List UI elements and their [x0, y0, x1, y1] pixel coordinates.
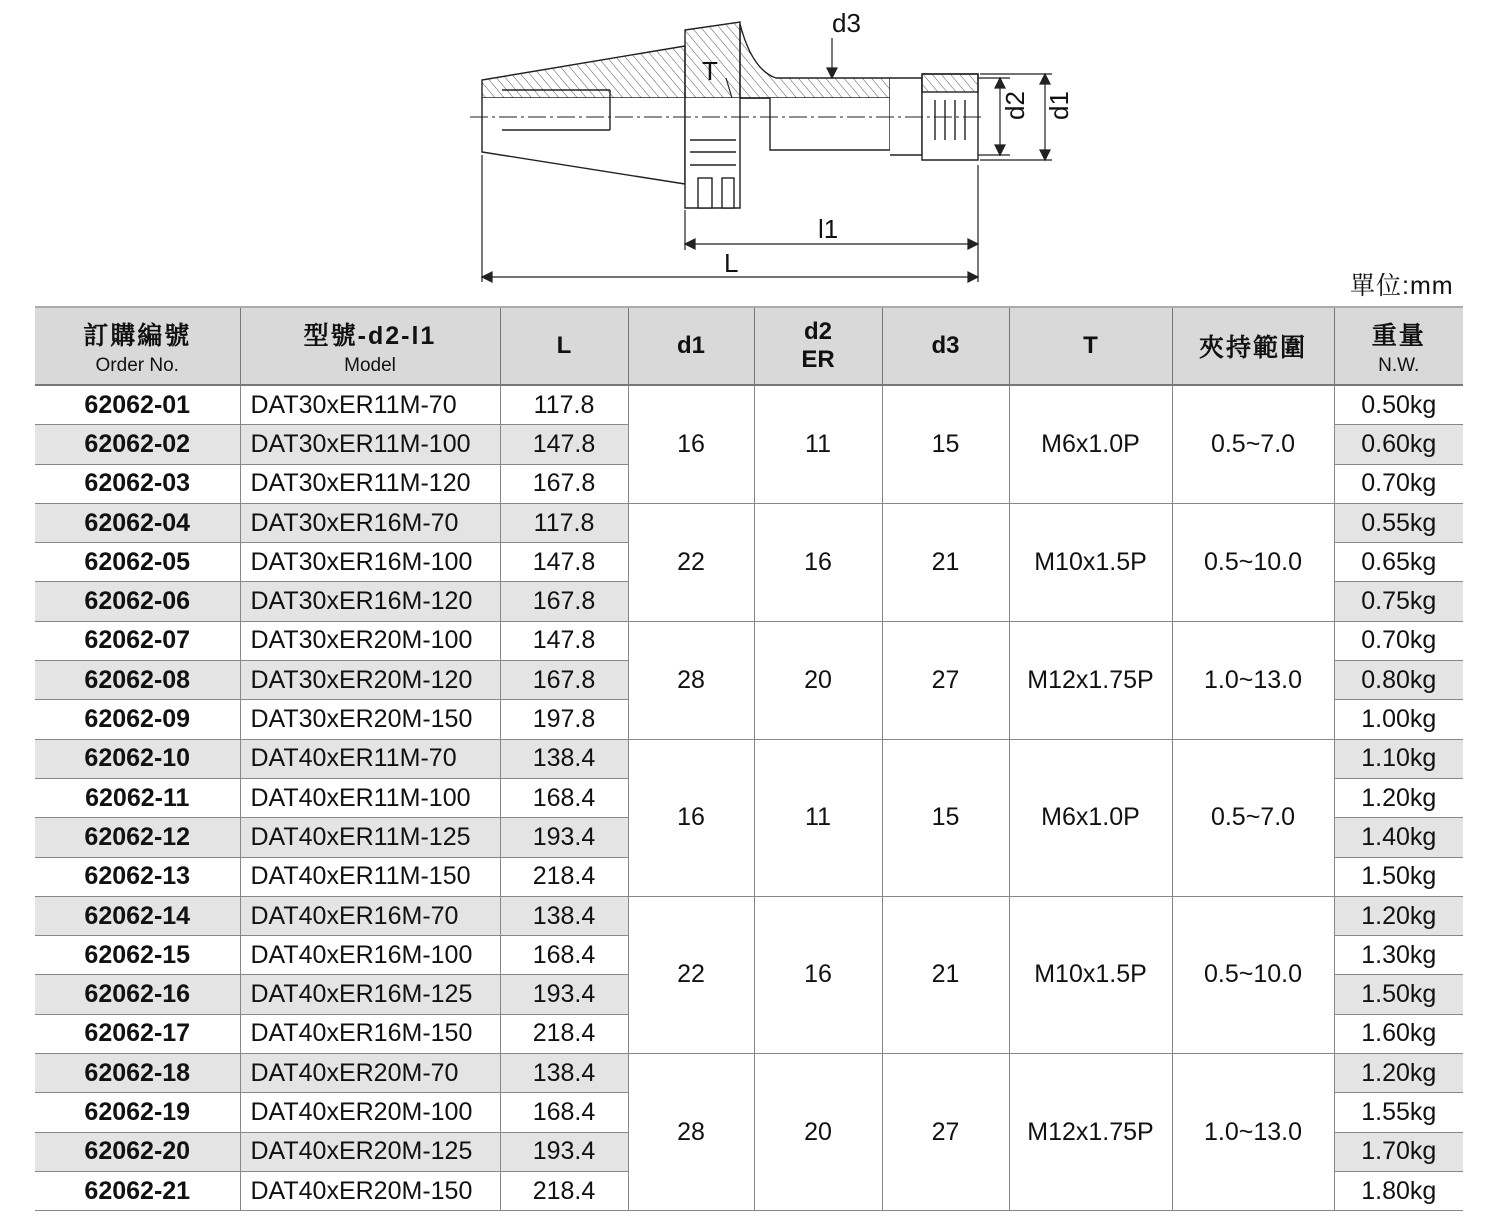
model-cell: DAT40xER20M-70 [240, 1054, 500, 1093]
length-cell: 168.4 [500, 936, 628, 975]
clamp-range-cell: 1.0~13.0 [1172, 1054, 1334, 1211]
order-no-cell: 62062-21 [35, 1171, 240, 1210]
model-cell: DAT30xER11M-120 [240, 464, 500, 503]
d3-cell: 15 [882, 739, 1009, 896]
table-row [35, 503, 1463, 542]
weight-cell: 1.55kg [1334, 1093, 1463, 1132]
d1-cell: 28 [628, 1054, 754, 1211]
model-cell: DAT30xER11M-100 [240, 425, 500, 464]
weight-cell: 1.50kg [1334, 975, 1463, 1014]
label-d2: d2 [1000, 91, 1030, 120]
order-no-cell: 62062-16 [35, 975, 240, 1014]
d1-cell: 22 [628, 896, 754, 1053]
weight-cell: 1.20kg [1334, 778, 1463, 817]
weight-cell: 0.80kg [1334, 661, 1463, 700]
model-cell: DAT30xER16M-120 [240, 582, 500, 621]
length-cell: 167.8 [500, 464, 628, 503]
d1-cell: 16 [628, 739, 754, 896]
clamp-range-cell: 0.5~7.0 [1172, 739, 1334, 896]
d2-cell: 16 [754, 896, 882, 1053]
header-model: 型號-d2-l1 Model [240, 307, 500, 385]
d3-cell: 27 [882, 621, 1009, 739]
weight-cell: 1.10kg [1334, 739, 1463, 778]
order-no-cell: 62062-15 [35, 936, 240, 975]
weight-cell: 0.50kg [1334, 385, 1463, 425]
header-T: T [1009, 307, 1172, 385]
length-cell: 193.4 [500, 1132, 628, 1171]
d1-cell: 22 [628, 503, 754, 621]
thread-cell: M12x1.75P [1009, 621, 1172, 739]
order-no-cell: 62062-07 [35, 621, 240, 660]
d2-cell: 20 [754, 621, 882, 739]
clamp-range-cell: 1.0~13.0 [1172, 621, 1334, 739]
weight-cell: 0.55kg [1334, 503, 1463, 542]
model-cell: DAT40xER11M-100 [240, 778, 500, 817]
length-cell: 147.8 [500, 425, 628, 464]
holder-outline [470, 22, 985, 208]
label-d1: d1 [1044, 91, 1074, 120]
length-cell: 218.4 [500, 1171, 628, 1210]
clamp-range-cell: 0.5~7.0 [1172, 385, 1334, 503]
d2-cell: 11 [754, 739, 882, 896]
order-no-cell: 62062-04 [35, 503, 240, 542]
length-cell: 218.4 [500, 1014, 628, 1053]
order-no-cell: 62062-08 [35, 661, 240, 700]
model-cell: DAT30xER16M-100 [240, 543, 500, 582]
thread-cell: M10x1.5P [1009, 896, 1172, 1053]
length-cell: 197.8 [500, 700, 628, 739]
length-cell: 117.8 [500, 385, 628, 425]
d3-cell: 21 [882, 503, 1009, 621]
table-row [35, 385, 1463, 425]
length-cell: 168.4 [500, 778, 628, 817]
d3-cell: 27 [882, 1054, 1009, 1211]
length-cell: 193.4 [500, 818, 628, 857]
thread-cell: M6x1.0P [1009, 385, 1172, 503]
length-cell: 117.8 [500, 503, 628, 542]
order-no-cell: 62062-03 [35, 464, 240, 503]
thread-cell: M10x1.5P [1009, 503, 1172, 621]
d2-cell: 16 [754, 503, 882, 621]
header-L: L [500, 307, 628, 385]
label-d3: d3 [832, 8, 861, 38]
d3-cell: 15 [882, 385, 1009, 503]
order-no-cell: 62062-09 [35, 700, 240, 739]
model-cell: DAT40xER20M-100 [240, 1093, 500, 1132]
length-cell: 147.8 [500, 621, 628, 660]
order-no-cell: 62062-20 [35, 1132, 240, 1171]
order-no-cell: 62062-18 [35, 1054, 240, 1093]
header-d2: d2 ER [754, 307, 882, 385]
weight-cell: 1.20kg [1334, 896, 1463, 935]
order-no-cell: 62062-11 [35, 778, 240, 817]
clamp-range-cell: 0.5~10.0 [1172, 503, 1334, 621]
length-cell: 167.8 [500, 582, 628, 621]
table-row [35, 621, 1463, 660]
weight-cell: 0.75kg [1334, 582, 1463, 621]
order-no-cell: 62062-17 [35, 1014, 240, 1053]
weight-cell: 1.40kg [1334, 818, 1463, 857]
weight-cell: 0.65kg [1334, 543, 1463, 582]
length-cell: 147.8 [500, 543, 628, 582]
model-cell: DAT30xER20M-120 [240, 661, 500, 700]
model-cell: DAT30xER16M-70 [240, 503, 500, 542]
d1-cell: 28 [628, 621, 754, 739]
model-cell: DAT40xER11M-125 [240, 818, 500, 857]
order-no-cell: 62062-01 [35, 385, 240, 425]
order-no-cell: 62062-14 [35, 896, 240, 935]
length-cell: 193.4 [500, 975, 628, 1014]
label-L: L [724, 248, 739, 278]
model-cell: DAT40xER20M-150 [240, 1171, 500, 1210]
length-cell: 138.4 [500, 896, 628, 935]
weight-cell: 0.70kg [1334, 621, 1463, 660]
weight-cell: 1.70kg [1334, 1132, 1463, 1171]
label-T: T [702, 56, 718, 86]
order-no-cell: 62062-10 [35, 739, 240, 778]
model-cell: DAT40xER16M-100 [240, 936, 500, 975]
order-no-cell: 62062-12 [35, 818, 240, 857]
order-no-cell: 62062-05 [35, 543, 240, 582]
weight-cell: 1.50kg [1334, 857, 1463, 896]
weight-cell: 1.00kg [1334, 700, 1463, 739]
d2-cell: 20 [754, 1054, 882, 1211]
model-cell: DAT40xER20M-125 [240, 1132, 500, 1171]
model-cell: DAT30xER20M-150 [240, 700, 500, 739]
header-weight: 重量 N.W. [1334, 307, 1463, 385]
order-no-cell: 62062-13 [35, 857, 240, 896]
order-no-cell: 62062-06 [35, 582, 240, 621]
header-range: 夾持範圍 [1172, 307, 1334, 385]
weight-cell: 1.30kg [1334, 936, 1463, 975]
model-cell: DAT40xER16M-125 [240, 975, 500, 1014]
header-row [35, 307, 1463, 385]
model-cell: DAT30xER11M-70 [240, 385, 500, 425]
header-d3: d3 [882, 307, 1009, 385]
d3-cell: 21 [882, 896, 1009, 1053]
length-cell: 168.4 [500, 1093, 628, 1132]
unit-label: 單位:mm [1350, 272, 1454, 300]
length-cell: 138.4 [500, 739, 628, 778]
weight-cell: 1.60kg [1334, 1014, 1463, 1053]
weight-cell: 0.70kg [1334, 464, 1463, 503]
table-row [35, 896, 1463, 935]
label-l1: l1 [818, 214, 839, 244]
length-cell: 138.4 [500, 1054, 628, 1093]
thread-cell: M6x1.0P [1009, 739, 1172, 896]
weight-cell: 1.80kg [1334, 1171, 1463, 1210]
spec-table [35, 306, 1463, 1211]
d1-cell: 16 [628, 385, 754, 503]
header-order: 訂購編號 Order No. [35, 307, 240, 385]
model-cell: DAT40xER11M-150 [240, 857, 500, 896]
table-row [35, 739, 1463, 778]
weight-cell: 1.20kg [1334, 1054, 1463, 1093]
model-cell: DAT40xER16M-70 [240, 896, 500, 935]
model-cell: DAT30xER20M-100 [240, 621, 500, 660]
length-cell: 167.8 [500, 661, 628, 700]
table-body [35, 385, 1463, 1211]
table-row [35, 1054, 1463, 1093]
order-no-cell: 62062-19 [35, 1093, 240, 1132]
model-cell: DAT40xER11M-70 [240, 739, 500, 778]
d2-cell: 11 [754, 385, 882, 503]
thread-cell: M12x1.75P [1009, 1054, 1172, 1211]
model-cell: DAT40xER16M-150 [240, 1014, 500, 1053]
clamp-range-cell: 0.5~10.0 [1172, 896, 1334, 1053]
order-no-cell: 62062-02 [35, 425, 240, 464]
header-d1: d1 [628, 307, 754, 385]
tool-holder-drawing [440, 0, 1080, 290]
weight-cell: 0.60kg [1334, 425, 1463, 464]
length-cell: 218.4 [500, 857, 628, 896]
